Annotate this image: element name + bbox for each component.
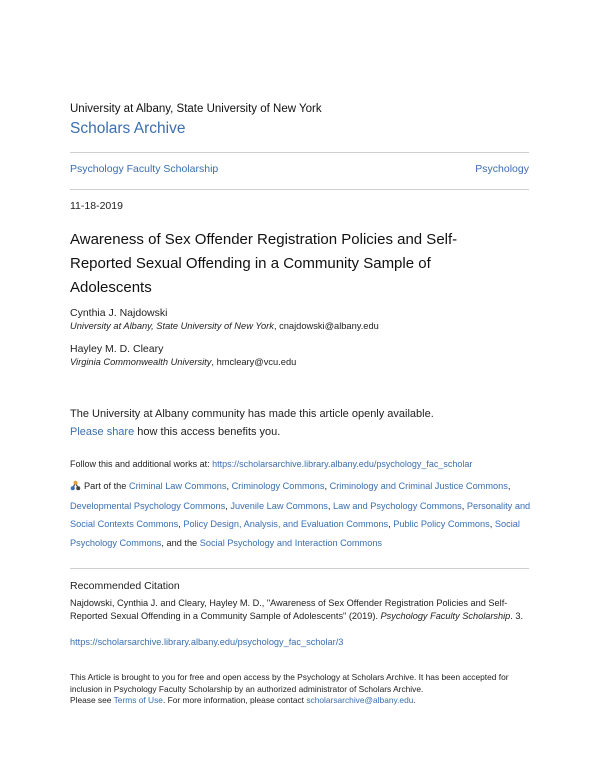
author-affiliation: University at Albany, State University of New York, cnajdowski@albany.edu bbox=[70, 321, 379, 331]
scholars-archive-link[interactable]: Scholars Archive bbox=[70, 120, 186, 137]
discipline-link[interactable]: Personality and Social Contexts Commons bbox=[70, 501, 531, 530]
terms-of-use-link[interactable]: Terms of Use bbox=[113, 695, 163, 705]
network-icon bbox=[70, 479, 81, 497]
discipline-link[interactable]: Policy Design, Analysis, and Evaluation Commons bbox=[183, 519, 389, 530]
divider bbox=[70, 568, 529, 569]
discipline-link[interactable]: Juvenile Law Commons bbox=[230, 501, 328, 512]
contact-email-link[interactable]: scholarsarchive@albany.edu bbox=[306, 695, 414, 705]
discipline-link[interactable]: Social Psychology and Interaction Commons bbox=[199, 537, 383, 548]
citation-text: Najdowski, Cynthia J. and Cleary, Hayley M. D., "Awareness of Sex Offender Registration Policies and Self-Reported Sexual Offending in a Community Sample of Adolescents" (2019). Psychology Faculty Scholarship. 3. bbox=[70, 598, 524, 621]
author-name: Hayley M. D. Cleary bbox=[70, 343, 164, 355]
author-name: Cynthia J. Najdowski bbox=[70, 307, 168, 319]
discipline-link[interactable]: Criminology and Criminal Justice Commons bbox=[329, 481, 508, 491]
discipline-link[interactable]: Developmental Psychology Commons bbox=[70, 501, 226, 512]
please-share-link[interactable]: Please share bbox=[70, 426, 135, 438]
discipline-link[interactable]: Criminal Law Commons bbox=[128, 481, 227, 491]
follow-line: Follow this and additional works at: https://scholarsarchive.library.albany.edu/psychology_fac_scholar bbox=[70, 459, 473, 469]
footer-notice: This Article is brought to you for free and open access by the Psychology at Scholars Archive. It has been accepted for inclusion in Psychology Faculty Scholarship by an authorized administrator of Scholars Archive. Please see Terms of Use. For more information, please contact scholarsarchive@albany.edu. bbox=[70, 672, 509, 705]
discipline-link[interactable]: Law and Psychology Commons bbox=[333, 501, 462, 512]
discipline-link[interactable]: Social Psychology Commons bbox=[70, 519, 520, 548]
disciplines-list: Part of the Criminal Law Commons, Criminology Commons, Criminology and Criminal Justice Commons, Developmental Psychology Commons, Juvenile Law Commons, Law and Psychology Commons, Personality and Social Contexts Commons, Policy Design, Analysis, and Evaluation Commons, Public Policy Commons, Social Psychology Commons, and the Social Psychology and Interaction Commons bbox=[70, 481, 531, 548]
publication-date: 11-18-2019 bbox=[70, 200, 123, 212]
university-name: University at Albany, State University of New York bbox=[70, 103, 322, 115]
open-access-statement: The University at Albany community has made this article openly available. bbox=[70, 408, 434, 420]
discipline-link[interactable]: Criminology Commons bbox=[231, 481, 325, 491]
recommended-citation-heading: Recommended Citation bbox=[70, 580, 180, 592]
share-statement: Please share how this access benefits you. bbox=[70, 426, 281, 438]
discipline-link[interactable]: Public Policy Commons bbox=[393, 519, 490, 530]
article-title: Awareness of Sex Offender Registration Policies and Self-Reported Sexual Offending in a Community Sample of Adolescents bbox=[70, 231, 458, 296]
collection-url-link[interactable]: https://scholarsarchive.library.albany.edu/psychology_fac_scholar bbox=[212, 459, 473, 469]
department-link[interactable]: Psychology bbox=[475, 163, 529, 175]
divider bbox=[70, 189, 529, 190]
citation-url-link[interactable]: https://scholarsarchive.library.albany.edu/psychology_fac_scholar/3 bbox=[70, 637, 344, 647]
collection-link[interactable]: Psychology Faculty Scholarship bbox=[70, 163, 219, 175]
author-affiliation: Virginia Commonwealth University, hmcleary@vcu.edu bbox=[70, 357, 297, 367]
divider bbox=[70, 152, 529, 153]
